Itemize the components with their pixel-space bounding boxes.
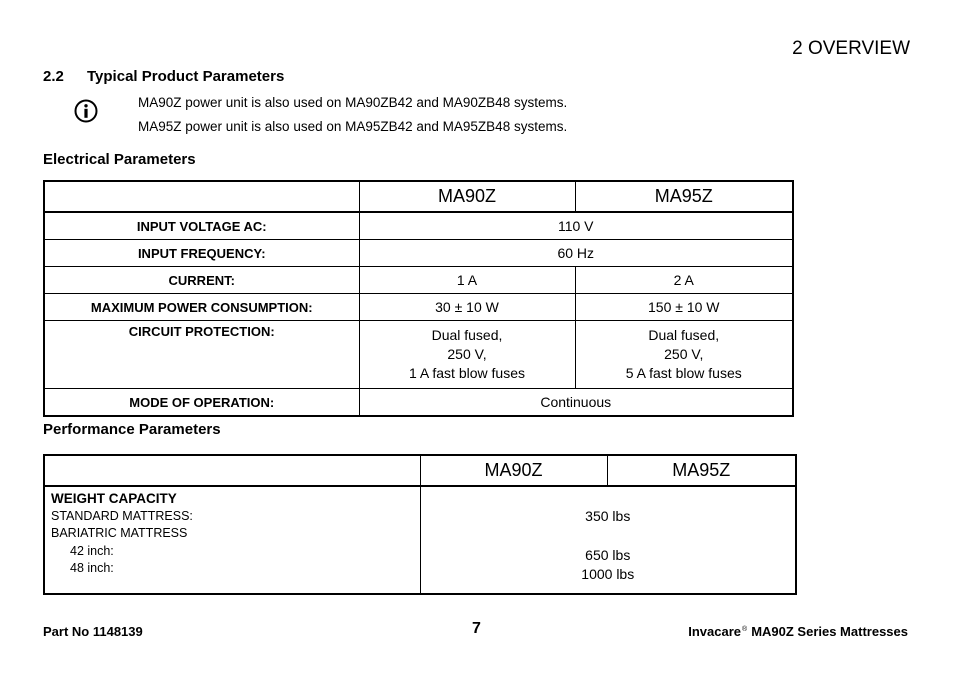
value-line: 5 A fast blow fuses: [625, 365, 742, 381]
document-title: MA90Z Series Mattresses: [751, 624, 908, 639]
value-line: 250 V,: [664, 346, 704, 362]
chapter-title: 2 OVERVIEW: [792, 38, 910, 59]
table-row: [44, 486, 796, 594]
row-label: INPUT FREQUENCY:: [44, 240, 359, 267]
performance-parameters-table: [43, 454, 797, 595]
note-line-1: MA90Z power unit is also used on MA90ZB42 and MA90ZB48 systems.: [138, 95, 568, 110]
row-value-ma90z: 1 A: [359, 267, 575, 294]
value-line: 250 V,: [447, 346, 487, 362]
weight-capacity-values: [420, 486, 796, 594]
table-row: [44, 294, 793, 321]
table-row: [44, 240, 793, 267]
registered-mark: ®: [742, 625, 748, 633]
row-label: MAXIMUM POWER CONSUMPTION:: [44, 294, 359, 321]
row-value-ma90z: 30 ± 10 W: [359, 294, 575, 321]
table-row: [44, 267, 793, 294]
section-title: Typical Product Parameters: [87, 68, 285, 85]
row-label: MODE OF OPERATION:: [44, 389, 359, 417]
table-row: [44, 321, 793, 389]
row-value-ma95z: 2 A: [575, 267, 793, 294]
value-line: 1 A fast blow fuses: [409, 365, 525, 381]
footer-doc-title: [688, 624, 908, 639]
value-48: 1000 lbs: [581, 566, 635, 582]
table-header-row: [44, 455, 796, 486]
table-header-row: [44, 181, 793, 212]
note-line-2: MA95Z power unit is also used on MA95ZB42 and MA95ZB48 systems.: [138, 119, 568, 134]
table-row: [44, 212, 793, 240]
value-line: Dual fused,: [648, 327, 720, 343]
header-cell-ma90z: MA90Z: [359, 181, 575, 212]
row-label: CIRCUIT PROTECTION:: [44, 321, 359, 389]
size-42-label: 42 inch:: [70, 543, 114, 558]
row-value-shared: Continuous: [359, 389, 793, 417]
table-row: [44, 389, 793, 417]
brand-name: Invacare: [688, 624, 742, 639]
row-value-shared: 60 Hz: [359, 240, 793, 267]
electrical-parameters-table: [43, 180, 794, 417]
weight-capacity-title: WEIGHT CAPACITY: [51, 491, 177, 506]
page-number: 7: [472, 620, 481, 637]
size-48-label: 48 inch:: [70, 561, 114, 575]
standard-value: 350 lbs: [585, 508, 631, 524]
part-number: Part No 1148139: [43, 624, 143, 639]
weight-capacity-labels: [44, 486, 420, 594]
value-line: Dual fused,: [431, 327, 503, 343]
section-heading: [43, 68, 284, 85]
row-value-ma95z: 150 ± 10 W: [575, 294, 793, 321]
value-42: 650 lbs: [585, 547, 631, 563]
header-cell-ma90z: MA90Z: [420, 455, 607, 486]
header-cell-ma95z: MA95Z: [575, 181, 793, 212]
row-label: CURRENT:: [44, 267, 359, 294]
bariatric-mattress-label: BARIATRIC MATTRESS: [51, 526, 188, 540]
performance-heading: Performance Parameters: [43, 421, 221, 438]
info-icon: [74, 99, 98, 123]
header-cell-empty: [44, 455, 420, 486]
electrical-heading: Electrical Parameters: [43, 151, 196, 168]
row-value-shared: 110 V: [359, 212, 793, 240]
header-cell-ma95z: MA95Z: [607, 455, 796, 486]
row-value-ma95z: [575, 321, 793, 389]
row-value-ma90z: [359, 321, 575, 389]
row-label: INPUT VOLTAGE AC:: [44, 212, 359, 240]
standard-mattress-label: STANDARD MATTRESS:: [51, 508, 193, 523]
header-cell-empty: [44, 181, 359, 212]
section-number: 2.2: [43, 68, 64, 85]
